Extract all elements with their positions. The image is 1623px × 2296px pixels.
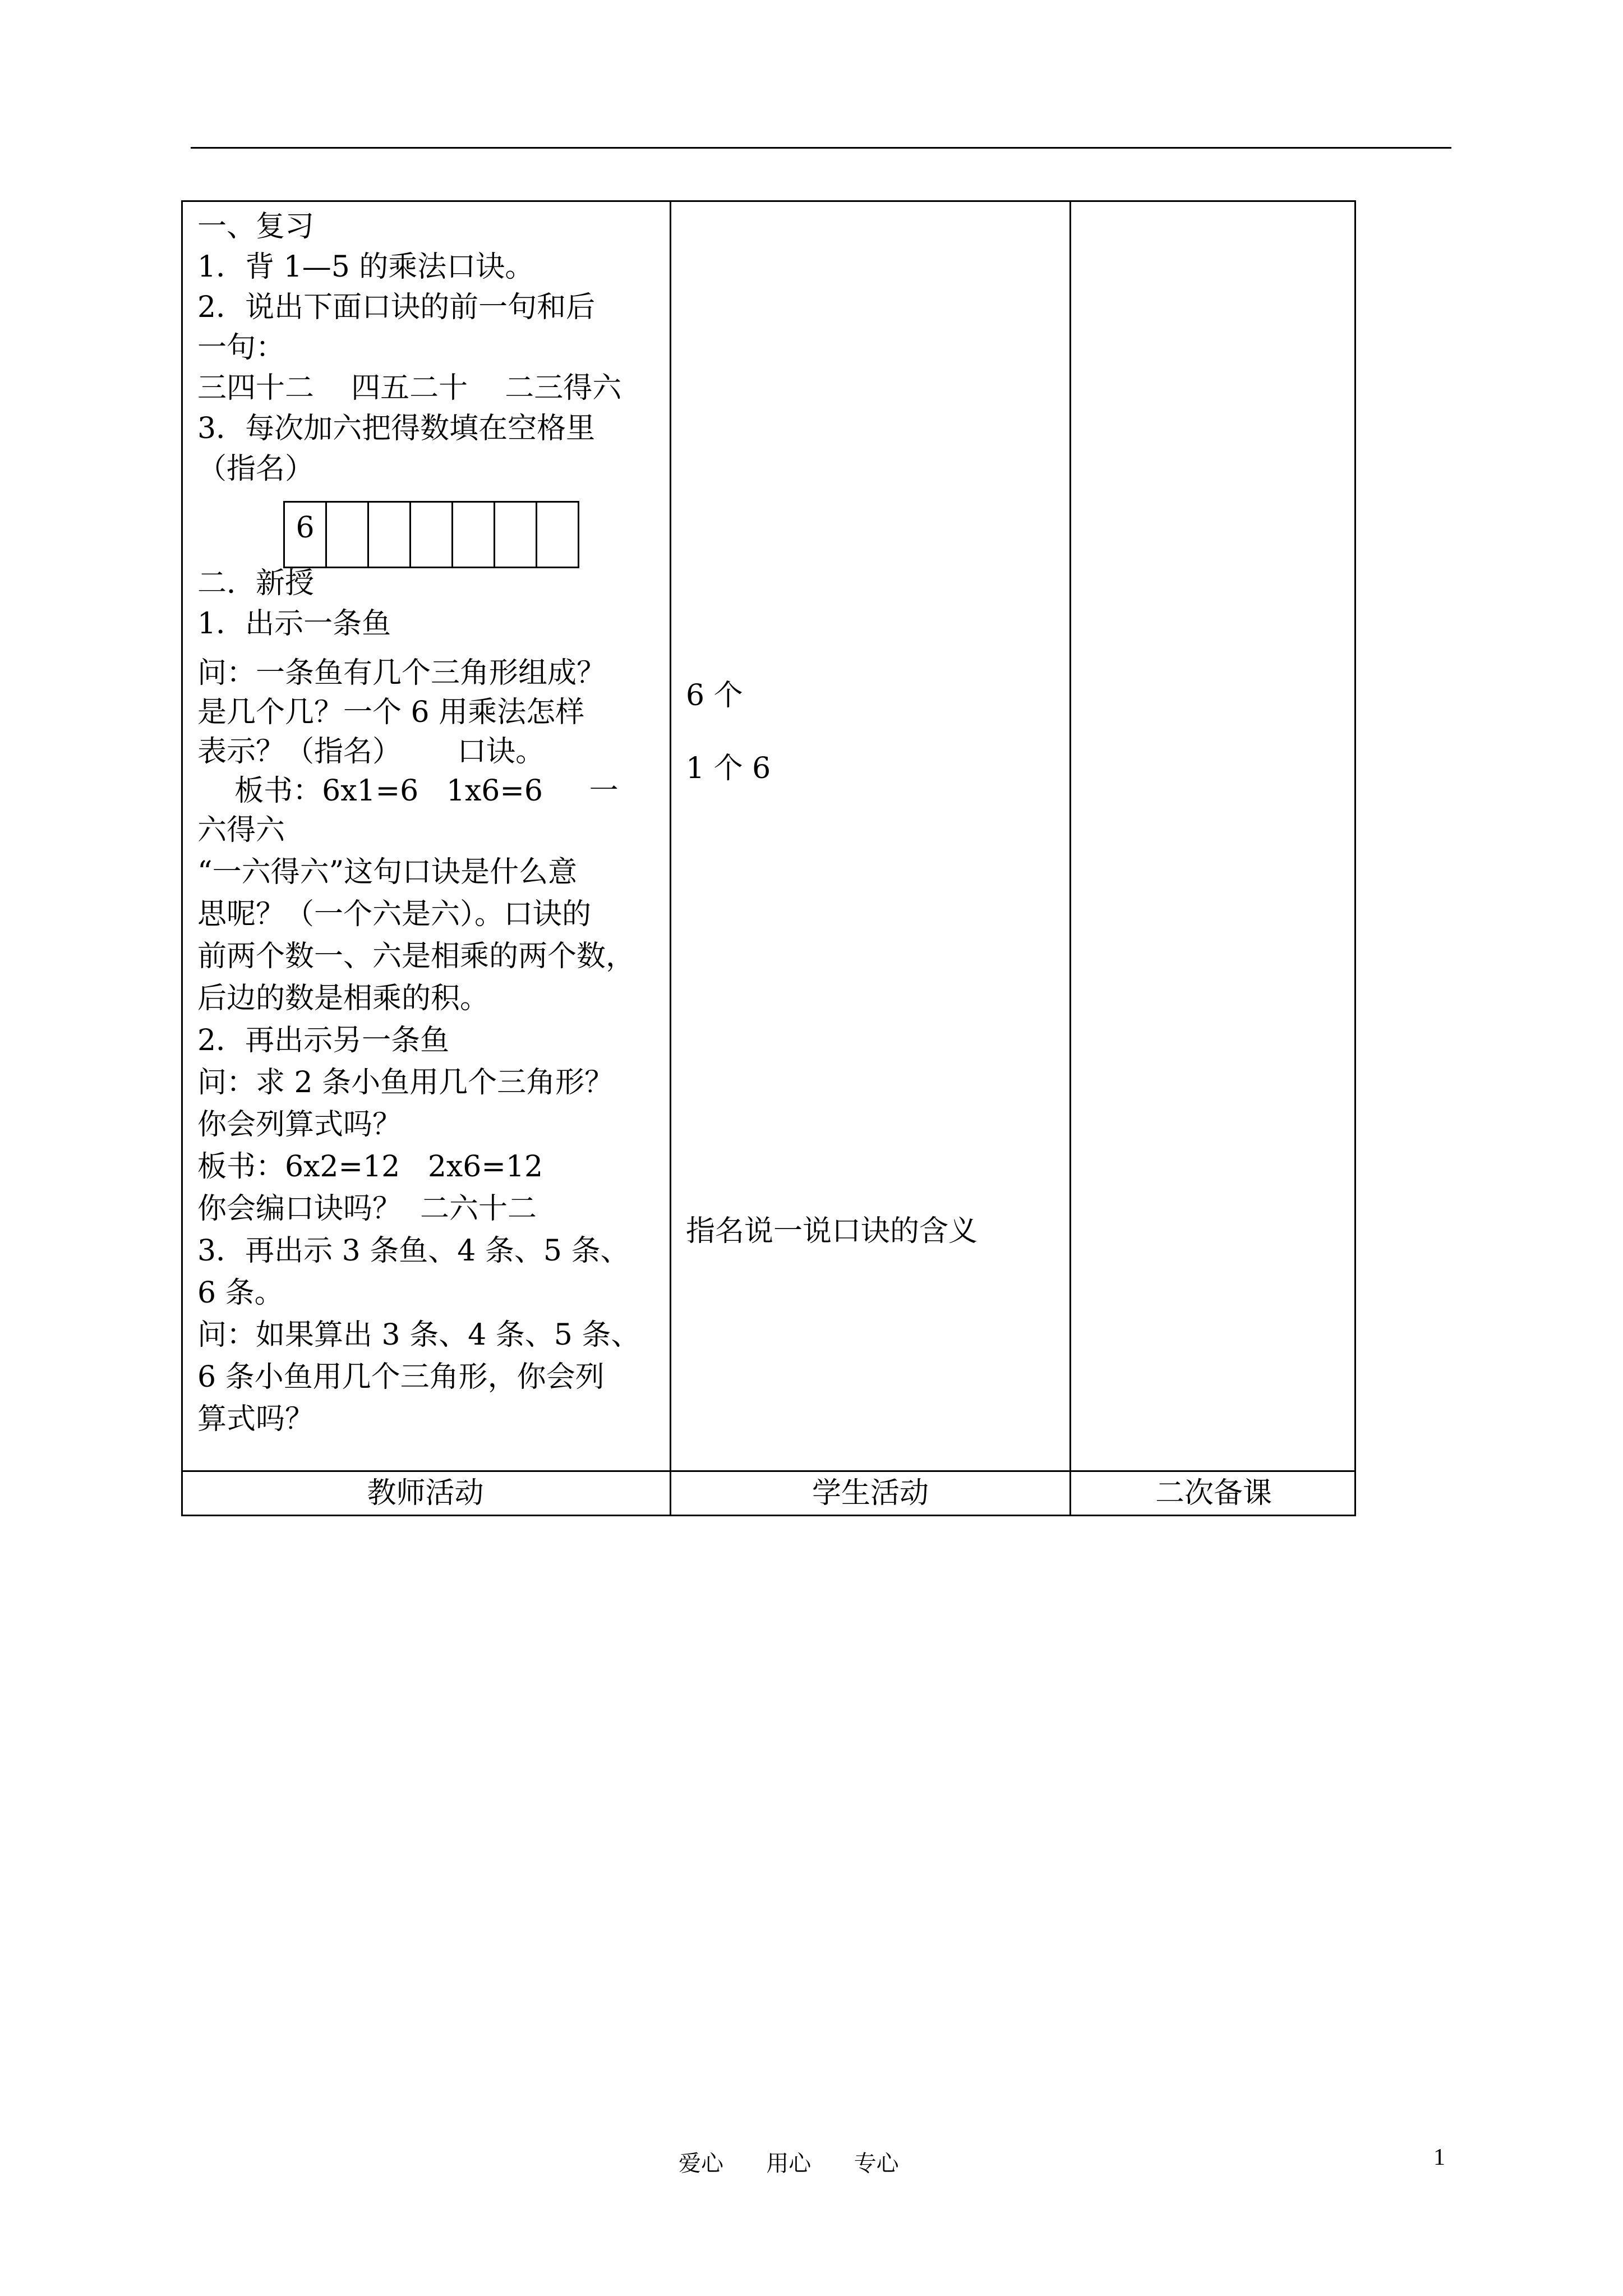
teacher-line: “一六得六”这句口诀是什么意 [197, 855, 578, 889]
teacher-line: 六得六 [197, 813, 285, 847]
student-note: 指名说一说口诀的含义 [686, 1214, 978, 1248]
table-footer-row [183, 1470, 1354, 1515]
second-prep-column [1069, 202, 1356, 1515]
teacher-line: 是几个几？一个 6 用乘法怎样 [197, 696, 585, 729]
lesson-plan-table [181, 200, 1356, 1516]
teacher-line: 问：求 2 条小鱼用几个三角形？ [197, 1066, 614, 1099]
teacher-line: 板书：6x1=6 1x6=6 一 [197, 774, 619, 808]
page-footer-slogan: 爱心 用心 专心 [679, 2151, 899, 2177]
student-activity-column [670, 202, 1069, 1515]
fill-in-sequence-grid [283, 501, 579, 568]
teacher-line: （指名） [197, 452, 315, 486]
teacher-line: 二．新授 [197, 567, 315, 600]
teacher-line: 算式吗？ [197, 1402, 315, 1436]
sequence-cell [411, 503, 453, 567]
teacher-line: 板书：6x2=12 2x6=12 [197, 1150, 543, 1184]
teacher-line: 问：如果算出 3 条、4 条、5 条、 [197, 1318, 640, 1352]
teacher-line: 表示？（指名） 口诀。 [197, 735, 545, 769]
footer-teacher-activity: 教师活动 [367, 1476, 484, 1510]
sequence-cell [537, 503, 579, 567]
teacher-line: 一、复习 [197, 210, 315, 243]
teacher-line: 后边的数是相乘的积。 [197, 982, 490, 1015]
teacher-line: 三四十二 四五二十 二三得六 [197, 371, 622, 405]
teacher-activity-column [183, 202, 668, 1515]
teacher-line: 1．背 1—5 的乘法口诀。 [197, 250, 534, 284]
sequence-cell [369, 503, 411, 567]
teacher-line: 你会编口诀吗？ 二六十二 [197, 1192, 537, 1226]
teacher-line: 6 条小鱼用几个三角形，你会列 [197, 1360, 605, 1394]
sequence-cell: 6 [285, 503, 327, 567]
teacher-line: 你会列算式吗？ [197, 1108, 402, 1142]
footer-second-prep: 二次备课 [1069, 1472, 1356, 1515]
header-rule [191, 147, 1451, 149]
teacher-line: 问：一条鱼有几个三角形组成？ [197, 656, 606, 690]
teacher-line: 6 条。 [197, 1276, 284, 1310]
teacher-line: 2．说出下面口诀的前一句和后 [197, 291, 596, 324]
teacher-line: 2．再出示另一条鱼 [197, 1024, 450, 1057]
footer-student-activity: 学生活动 [670, 1472, 1069, 1515]
page-number: 1 [1433, 2145, 1445, 2170]
sequence-cell [495, 503, 537, 567]
student-note: 1 个 6 [686, 752, 771, 785]
teacher-line: 1．出示一条鱼 [197, 607, 391, 641]
teacher-line: 思呢？（一个六是六）。口诀的 [197, 898, 592, 931]
teacher-line: 3．再出示 3 条鱼、4 条、5 条、 [197, 1234, 630, 1268]
sequence-cell [453, 503, 495, 567]
student-note: 6 个 [686, 679, 743, 712]
teacher-line: 前两个数一、六是相乘的两个数， [197, 940, 635, 973]
teacher-line: 3．每次加六把得数填在空格里 [197, 412, 596, 445]
teacher-line: 一句： [197, 331, 285, 365]
sequence-cell [327, 503, 369, 567]
